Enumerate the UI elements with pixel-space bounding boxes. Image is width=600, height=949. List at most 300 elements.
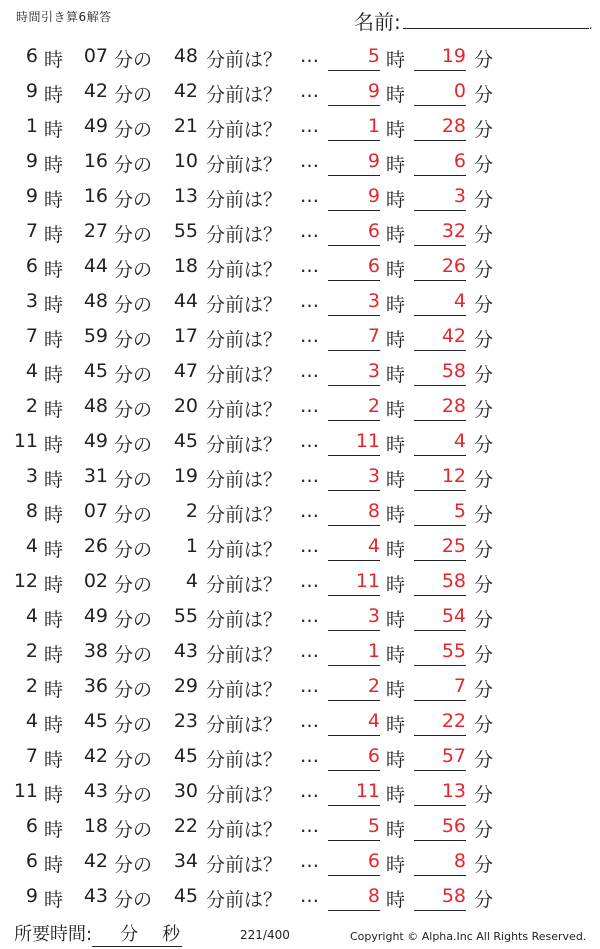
problem-start-minute: 45: [83, 360, 108, 382]
problem-minutes-before: 10: [173, 150, 198, 172]
answer-hour-unit-label: 時: [386, 119, 406, 141]
minute-of-label: 分の: [114, 434, 153, 456]
answer-hour-unit-label: 時: [386, 399, 406, 421]
minutes-before-label: 分前は？: [206, 889, 283, 911]
answer-minute[interactable]: 54: [414, 605, 466, 631]
ellipsis-label: …: [300, 255, 321, 277]
hour-unit-label: 時: [44, 154, 64, 176]
hour-unit-label: 時: [44, 434, 64, 456]
minute-of-label: 分の: [114, 119, 153, 141]
answer-hour-unit-label: 時: [386, 819, 406, 841]
minute-of-label: 分の: [114, 329, 153, 351]
ellipsis-label: …: [300, 465, 321, 487]
hour-unit-label: 時: [44, 189, 64, 211]
problem-minutes-before: 22: [173, 815, 198, 837]
answer-hour-unit-label: 時: [386, 644, 406, 666]
time-required: [14, 920, 182, 947]
time-required-field[interactable]: [92, 920, 182, 947]
minutes-before-label: 分前は？: [206, 679, 283, 701]
ellipsis-label: …: [300, 605, 321, 627]
hour-unit-label: 時: [44, 399, 64, 421]
answer-hour[interactable]: 2: [328, 675, 380, 701]
answer-minute-unit-label: 分: [474, 469, 494, 491]
answer-hour[interactable]: 5: [328, 45, 380, 71]
minute-of-label: 分の: [114, 609, 153, 631]
answer-minute[interactable]: 42: [414, 325, 466, 351]
answer-minute-unit-label: 分: [474, 609, 494, 631]
minutes-before-label: 分前は？: [206, 574, 283, 596]
problem-minutes-before: 23: [173, 710, 198, 732]
answer-hour[interactable]: 3: [328, 465, 380, 491]
ellipsis-label: …: [300, 395, 321, 417]
ellipsis-label: …: [300, 80, 321, 102]
problem-row: [0, 773, 600, 808]
answer-minute-unit-label: 分: [474, 119, 494, 141]
answer-minute[interactable]: 55: [414, 640, 466, 666]
problem-start-hour: 7: [25, 745, 38, 767]
minutes-before-label: 分前は？: [206, 399, 283, 421]
ellipsis-label: …: [300, 745, 321, 767]
problem-start-minute: 02: [83, 570, 108, 592]
problem-start-hour: 9: [25, 80, 38, 102]
minutes-before-label: 分前は？: [206, 714, 283, 736]
answer-minute[interactable]: 25: [414, 535, 466, 561]
problem-start-hour: 4: [25, 360, 38, 382]
problem-row: [0, 563, 600, 598]
problem-minutes-before: 48: [173, 45, 198, 67]
answer-minute-unit-label: 分: [474, 679, 494, 701]
problem-start-hour: 4: [25, 535, 38, 557]
answer-minute-unit-label: 分: [474, 574, 494, 596]
problem-start-hour: 7: [25, 220, 38, 242]
ellipsis-label: …: [300, 360, 321, 382]
problem-row: [0, 458, 600, 493]
problem-start-minute: 42: [83, 850, 108, 872]
problem-row: [0, 738, 600, 773]
problem-row: [0, 493, 600, 528]
problem-start-hour: 6: [25, 850, 38, 872]
hour-unit-label: 時: [44, 609, 64, 631]
problem-start-minute: 49: [83, 430, 108, 452]
answer-hour[interactable]: 1: [328, 115, 380, 141]
answer-hour-unit-label: 時: [386, 714, 406, 736]
minutes-before-label: 分前は？: [206, 749, 283, 771]
problem-row: [0, 703, 600, 738]
answer-hour-unit-label: 時: [386, 189, 406, 211]
hour-unit-label: 時: [44, 644, 64, 666]
ellipsis-label: …: [300, 815, 321, 837]
answer-minute[interactable]: 4: [414, 430, 466, 456]
name-input-line[interactable]: [403, 10, 589, 29]
answer-minute-unit-label: 分: [474, 434, 494, 456]
problem-minutes-before: 1: [185, 535, 198, 557]
minute-of-label: 分の: [114, 819, 153, 841]
problem-start-minute: 27: [83, 220, 108, 242]
minutes-before-label: 分前は？: [206, 609, 283, 631]
minute-of-label: 分の: [114, 574, 153, 596]
minutes-before-label: 分前は？: [206, 644, 283, 666]
hour-unit-label: 時: [44, 294, 64, 316]
minutes-before-label: 分前は？: [206, 784, 283, 806]
answer-minute-unit-label: 分: [474, 889, 494, 911]
minute-of-label: 分の: [114, 854, 153, 876]
answer-hour[interactable]: 5: [328, 815, 380, 841]
answer-hour[interactable]: 6: [328, 255, 380, 281]
problem-minutes-before: 47: [173, 360, 198, 382]
answer-minute[interactable]: 6: [414, 150, 466, 176]
ellipsis-label: …: [300, 150, 321, 172]
problem-minutes-before: 19: [173, 465, 198, 487]
ellipsis-label: …: [300, 220, 321, 242]
answer-hour-unit-label: 時: [386, 504, 406, 526]
worksheet-title: 時間引き算6解答: [16, 10, 112, 24]
answer-minute-unit-label: 分: [474, 504, 494, 526]
answer-hour-unit-label: 時: [386, 294, 406, 316]
answer-hour-unit-label: 時: [386, 259, 406, 281]
ellipsis-label: …: [300, 640, 321, 662]
answer-hour-unit-label: 時: [386, 539, 406, 561]
hour-unit-label: 時: [44, 364, 64, 386]
problem-start-hour: 7: [25, 325, 38, 347]
problem-start-minute: 16: [83, 185, 108, 207]
answer-hour[interactable]: 2: [328, 395, 380, 421]
minute-of-label: 分の: [114, 294, 153, 316]
minutes-before-label: 分前は？: [206, 854, 283, 876]
problem-start-hour: 12: [13, 570, 38, 592]
minute-of-label: 分の: [114, 784, 153, 806]
answer-hour[interactable]: 9: [328, 150, 380, 176]
answer-hour[interactable]: 8: [328, 885, 380, 911]
answer-minute[interactable]: 7: [414, 675, 466, 701]
problem-minutes-before: 20: [173, 395, 198, 417]
ellipsis-label: …: [300, 45, 321, 67]
problem-minutes-before: 55: [173, 220, 198, 242]
answer-minute[interactable]: 12: [414, 465, 466, 491]
problem-start-minute: 07: [83, 45, 108, 67]
minutes-before-label: 分前は？: [206, 539, 283, 561]
problem-row: [0, 108, 600, 143]
answer-hour[interactable]: 11: [328, 780, 380, 806]
name-field: [354, 6, 593, 35]
answer-minute-unit-label: 分: [474, 259, 494, 281]
answer-hour-unit-label: 時: [386, 329, 406, 351]
hour-unit-label: 時: [44, 714, 64, 736]
answer-hour-unit-label: 時: [386, 49, 406, 71]
hour-unit-label: 時: [44, 259, 64, 281]
name-line-end-dot: .: [588, 18, 593, 32]
hour-unit-label: 時: [44, 84, 64, 106]
problem-minutes-before: 42: [173, 80, 198, 102]
answer-minute-unit-label: 分: [474, 49, 494, 71]
problem-row: [0, 38, 600, 73]
answer-hour[interactable]: 11: [328, 570, 380, 596]
problem-start-minute: 42: [83, 80, 108, 102]
answer-hour[interactable]: 4: [328, 535, 380, 561]
answer-hour-unit-label: 時: [386, 574, 406, 596]
answer-hour[interactable]: 6: [328, 220, 380, 246]
minutes-before-label: 分前は？: [206, 504, 283, 526]
minute-of-label: 分の: [114, 399, 153, 421]
problem-start-minute: 49: [83, 115, 108, 137]
problem-row: [0, 143, 600, 178]
problem-minutes-before: 55: [173, 605, 198, 627]
answer-minute[interactable]: 4: [414, 290, 466, 316]
problem-minutes-before: 18: [173, 255, 198, 277]
answer-hour[interactable]: 3: [328, 605, 380, 631]
answer-hour-unit-label: 時: [386, 84, 406, 106]
answer-hour-unit-label: 時: [386, 469, 406, 491]
answer-minute[interactable]: 5: [414, 500, 466, 526]
answer-minute-unit-label: 分: [474, 819, 494, 841]
answer-minute-unit-label: 分: [474, 854, 494, 876]
answer-minute[interactable]: 58: [414, 360, 466, 386]
minute-of-label: 分の: [114, 644, 153, 666]
hour-unit-label: 時: [44, 749, 64, 771]
problem-minutes-before: 43: [173, 640, 198, 662]
problem-start-hour: 9: [25, 150, 38, 172]
answer-minute-unit-label: 分: [474, 644, 494, 666]
problem-minutes-before: 4: [185, 570, 198, 592]
minute-of-label: 分の: [114, 679, 153, 701]
problem-minutes-before: 45: [173, 430, 198, 452]
minute-of-label: 分の: [114, 504, 153, 526]
minutes-before-label: 分前は？: [206, 84, 283, 106]
minute-of-label: 分の: [114, 259, 153, 281]
ellipsis-label: …: [300, 710, 321, 732]
answer-hour[interactable]: 1: [328, 640, 380, 666]
problem-start-hour: 2: [25, 675, 38, 697]
answer-minute[interactable]: 58: [414, 570, 466, 596]
answer-minute[interactable]: 26: [414, 255, 466, 281]
minute-of-label: 分の: [114, 364, 153, 386]
answer-hour-unit-label: 時: [386, 364, 406, 386]
minutes-before-label: 分前は？: [206, 469, 283, 491]
problem-row: [0, 668, 600, 703]
problem-start-minute: 43: [83, 885, 108, 907]
answer-hour-unit-label: 時: [386, 889, 406, 911]
answer-hour-unit-label: 時: [386, 609, 406, 631]
problem-start-hour: 11: [13, 430, 38, 452]
problem-start-hour: 6: [25, 45, 38, 67]
problem-start-minute: 59: [83, 325, 108, 347]
problem-row: [0, 353, 600, 388]
hour-unit-label: 時: [44, 854, 64, 876]
answer-hour[interactable]: 11: [328, 430, 380, 456]
problem-start-hour: 3: [25, 465, 38, 487]
problem-start-hour: 4: [25, 605, 38, 627]
hour-unit-label: 時: [44, 329, 64, 351]
answer-minute[interactable]: 28: [414, 395, 466, 421]
problem-start-hour: 6: [25, 815, 38, 837]
problem-row: [0, 73, 600, 108]
time-minute-label: 分: [120, 924, 139, 945]
minute-of-label: 分の: [114, 189, 153, 211]
answer-hour[interactable]: 6: [328, 850, 380, 876]
problem-minutes-before: 13: [173, 185, 198, 207]
answer-hour-unit-label: 時: [386, 679, 406, 701]
ellipsis-label: …: [300, 500, 321, 522]
problem-row: [0, 598, 600, 633]
minutes-before-label: 分前は？: [206, 224, 283, 246]
answer-minute[interactable]: 19: [414, 45, 466, 71]
problem-start-minute: 43: [83, 780, 108, 802]
answer-minute[interactable]: 13: [414, 780, 466, 806]
hour-unit-label: 時: [44, 539, 64, 561]
minutes-before-label: 分前は？: [206, 259, 283, 281]
hour-unit-label: 時: [44, 119, 64, 141]
problem-start-minute: 07: [83, 500, 108, 522]
minute-of-label: 分の: [114, 889, 153, 911]
problem-row: [0, 878, 600, 913]
answer-hour[interactable]: 8: [328, 500, 380, 526]
answer-minute-unit-label: 分: [474, 784, 494, 806]
page-number: 221/400: [240, 928, 290, 942]
problem-start-minute: 31: [83, 465, 108, 487]
answer-minute[interactable]: 28: [414, 115, 466, 141]
hour-unit-label: 時: [44, 679, 64, 701]
ellipsis-label: …: [300, 115, 321, 137]
problem-row: [0, 283, 600, 318]
minutes-before-label: 分前は？: [206, 819, 283, 841]
answer-minute[interactable]: 58: [414, 885, 466, 911]
problem-minutes-before: 30: [173, 780, 198, 802]
hour-unit-label: 時: [44, 504, 64, 526]
problem-minutes-before: 21: [173, 115, 198, 137]
answer-hour[interactable]: 9: [328, 80, 380, 106]
problem-minutes-before: 45: [173, 885, 198, 907]
answer-minute-unit-label: 分: [474, 714, 494, 736]
problem-start-minute: 45: [83, 710, 108, 732]
problem-start-hour: 9: [25, 885, 38, 907]
problem-minutes-before: 2: [185, 500, 198, 522]
answer-hour[interactable]: 9: [328, 185, 380, 211]
answer-minute[interactable]: 32: [414, 220, 466, 246]
problem-row: [0, 423, 600, 458]
answer-hour[interactable]: 6: [328, 745, 380, 771]
answer-minute-unit-label: 分: [474, 329, 494, 351]
answer-minute[interactable]: 22: [414, 710, 466, 736]
ellipsis-label: …: [300, 185, 321, 207]
ellipsis-label: …: [300, 535, 321, 557]
answer-minute[interactable]: 0: [414, 80, 466, 106]
minute-of-label: 分の: [114, 224, 153, 246]
answer-hour[interactable]: 3: [328, 290, 380, 316]
answer-minute-unit-label: 分: [474, 154, 494, 176]
problem-row: [0, 388, 600, 423]
ellipsis-label: …: [300, 570, 321, 592]
answer-minute[interactable]: 3: [414, 185, 466, 211]
hour-unit-label: 時: [44, 224, 64, 246]
problem-minutes-before: 17: [173, 325, 198, 347]
answer-hour[interactable]: 7: [328, 325, 380, 351]
answer-minute-unit-label: 分: [474, 399, 494, 421]
ellipsis-label: …: [300, 850, 321, 872]
hour-unit-label: 時: [44, 819, 64, 841]
ellipsis-label: …: [300, 325, 321, 347]
ellipsis-label: …: [300, 430, 321, 452]
minutes-before-label: 分前は？: [206, 294, 283, 316]
answer-minute-unit-label: 分: [474, 539, 494, 561]
problem-start-hour: 3: [25, 290, 38, 312]
answer-minute[interactable]: 57: [414, 745, 466, 771]
problem-row: [0, 528, 600, 563]
problem-start-minute: 16: [83, 150, 108, 172]
problem-start-minute: 44: [83, 255, 108, 277]
minutes-before-label: 分前は？: [206, 434, 283, 456]
time-required-label: 所要時間:: [14, 924, 93, 945]
minutes-before-label: 分前は？: [206, 189, 283, 211]
minutes-before-label: 分前は？: [206, 364, 283, 386]
answer-hour-unit-label: 時: [386, 434, 406, 456]
problem-start-minute: 38: [83, 640, 108, 662]
answer-minute-unit-label: 分: [474, 84, 494, 106]
answer-hour[interactable]: 4: [328, 710, 380, 736]
answer-hour-unit-label: 時: [386, 854, 406, 876]
copyright: Copyright © Alpha.Inc All Rights Reserved.: [350, 930, 587, 943]
problem-start-hour: 11: [13, 780, 38, 802]
problem-minutes-before: 45: [173, 745, 198, 767]
problem-minutes-before: 34: [173, 850, 198, 872]
ellipsis-label: …: [300, 675, 321, 697]
minutes-before-label: 分前は？: [206, 154, 283, 176]
problem-start-hour: 2: [25, 640, 38, 662]
ellipsis-label: …: [300, 885, 321, 907]
problem-row: [0, 178, 600, 213]
ellipsis-label: …: [300, 290, 321, 312]
minutes-before-label: 分前は？: [206, 329, 283, 351]
answer-minute-unit-label: 分: [474, 294, 494, 316]
ellipsis-label: …: [300, 780, 321, 802]
hour-unit-label: 時: [44, 469, 64, 491]
problem-start-minute: 48: [83, 290, 108, 312]
answer-hour[interactable]: 3: [328, 360, 380, 386]
answer-minute-unit-label: 分: [474, 364, 494, 386]
hour-unit-label: 時: [44, 49, 64, 71]
minute-of-label: 分の: [114, 154, 153, 176]
minute-of-label: 分の: [114, 749, 153, 771]
problem-minutes-before: 44: [173, 290, 198, 312]
problem-row: [0, 213, 600, 248]
answer-hour-unit-label: 時: [386, 784, 406, 806]
answer-minute[interactable]: 56: [414, 815, 466, 841]
minute-of-label: 分の: [114, 469, 153, 491]
answer-hour-unit-label: 時: [386, 154, 406, 176]
time-second-label: 秒: [162, 924, 181, 945]
minute-of-label: 分の: [114, 539, 153, 561]
problem-row: [0, 808, 600, 843]
problem-start-hour: 9: [25, 185, 38, 207]
problem-start-hour: 6: [25, 255, 38, 277]
answer-minute-unit-label: 分: [474, 749, 494, 771]
answer-minute[interactable]: 8: [414, 850, 466, 876]
name-label: 名前:: [354, 10, 401, 34]
minutes-before-label: 分前は？: [206, 49, 283, 71]
minute-of-label: 分の: [114, 714, 153, 736]
problem-row: [0, 633, 600, 668]
answer-hour-unit-label: 時: [386, 224, 406, 246]
minutes-before-label: 分前は？: [206, 119, 283, 141]
problem-start-hour: 8: [25, 500, 38, 522]
problem-start-minute: 18: [83, 815, 108, 837]
problem-start-hour: 2: [25, 395, 38, 417]
answer-minute-unit-label: 分: [474, 189, 494, 211]
problem-start-minute: 48: [83, 395, 108, 417]
problem-row: [0, 318, 600, 353]
problem-row: [0, 248, 600, 283]
minute-of-label: 分の: [114, 84, 153, 106]
problem-start-minute: 26: [83, 535, 108, 557]
problem-start-minute: 36: [83, 675, 108, 697]
